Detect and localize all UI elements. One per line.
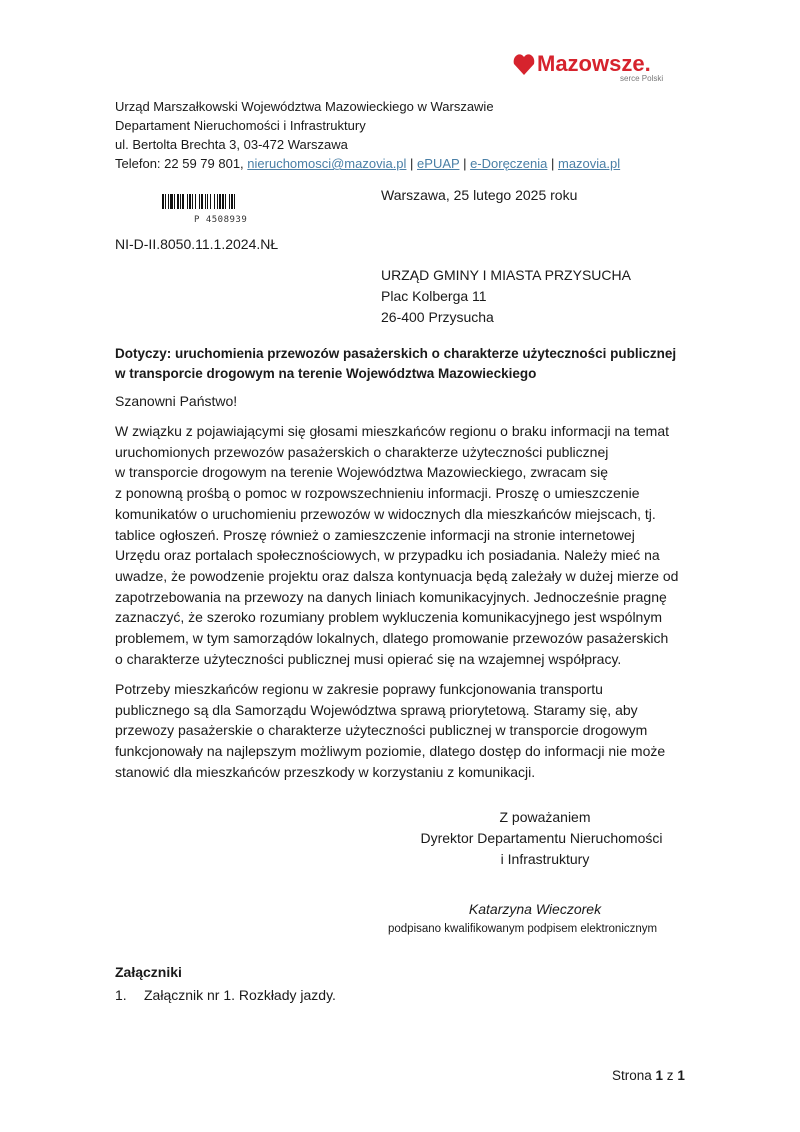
barcode-bar — [180, 194, 181, 209]
attachments-title: Załączniki — [115, 964, 182, 980]
barcode-bar — [177, 194, 179, 209]
paragraph-line: komunikatów o uruchomieniu przewozów w widocznych dla mieszkańców miejscach, tj. — [115, 505, 656, 522]
edoreczenia-link[interactable]: e-Doręczenia — [470, 156, 548, 171]
barcode-bar — [231, 194, 233, 209]
barcode-bar — [217, 194, 218, 209]
signer-title-cont: i Infrastruktury — [500, 851, 590, 867]
attachment-number: 1. — [115, 987, 127, 1003]
barcode-bar — [182, 194, 184, 209]
barcode-bar — [192, 194, 193, 209]
paragraph-line: tablice ogłoszeń. Proszę również o zamieszczenie informacji na stronie internetowej — [115, 526, 635, 543]
salutation: Szanowni Państwo! — [115, 393, 238, 409]
recipient-name: URZĄD GMINY I MIASTA PRZYSUCHA — [381, 267, 631, 283]
separator: | — [547, 156, 558, 171]
barcode-bar — [174, 194, 175, 209]
barcode-bar — [162, 194, 164, 209]
website-link[interactable]: mazovia.pl — [558, 156, 621, 171]
paragraph-line: zaznaczyć, że szeroko rozumiany problem wykluczenia komunikacyjnego jest wspólnym — [115, 609, 663, 626]
signer-title: Dyrektor Departamentu Nieruchomości — [420, 830, 663, 846]
paragraph-line: z ponowną prośbą o pomoc w rozpowszechnieniu informacji. Proszę o umieszczenie — [115, 485, 640, 502]
barcode-bar — [165, 194, 166, 209]
barcode-bar — [219, 194, 221, 209]
barcode-bar — [201, 194, 203, 209]
barcode-bar — [210, 194, 211, 209]
paragraph-line: Potrzeby mieszkańców regionu w zakresie poprawy funkcjonowania transportu — [115, 681, 603, 697]
barcode-bar — [189, 194, 191, 209]
paragraph-line: uruchomionych przewozów pasażerskich o charakterze użyteczności publicznej — [115, 443, 609, 460]
barcode — [162, 194, 292, 225]
barcode-bar — [199, 194, 200, 209]
barcode-bar — [195, 194, 196, 209]
sender-office: Urząd Marszałkowski Województwa Mazowieckiego w Warszawie — [115, 99, 494, 114]
e-signature-note: podpisano kwalifikowanym podpisem elektronicznym — [388, 923, 658, 935]
attachment-item[interactable] — [115, 987, 336, 1003]
page-prefix: Strona — [612, 1068, 656, 1083]
epuap-link[interactable]: ePUAP — [417, 156, 460, 171]
barcode-bar — [229, 194, 230, 209]
paragraph-line: publicznego są dla Samorządu Województwa sprawą priorytetową. Staramy się, aby — [115, 701, 638, 718]
attachment-label: Załącznik nr 1. Rozkłady jazdy. — [144, 987, 336, 1003]
paragraph-line: Urzędu oraz portalach społecznościowych, w przypadku ich posiadania. Należy mieć na — [115, 547, 660, 564]
paragraph-line: stanowić dla mieszkańców przeszkody w korzystaniu z komunikacji. — [115, 763, 536, 780]
document-date: Warszawa, 25 lutego 2025 roku — [381, 187, 578, 203]
paragraph-line: o charakterze użyteczności publicznej musi opierać się na wzajemnej współpracy. — [115, 650, 622, 667]
closing-greeting: Z poważaniem — [499, 809, 591, 825]
sender-contact-line — [115, 154, 620, 173]
mazowsze-logo — [510, 48, 690, 88]
recipient-street: Plac Kolberga 11 — [381, 288, 487, 304]
page-of: z — [663, 1068, 678, 1083]
subject — [115, 344, 685, 384]
paragraph-line: funkcjonowały na najlepszym możliwym poziomie, dlatego dostęp do informacji nie może — [115, 743, 666, 760]
paragraph-line: przewozy pasażerskie o charakterze użyteczności publicznej w transporcie drogowym — [115, 722, 648, 739]
sender-address: ul. Bertolta Brechta 3, 03-472 Warszawa — [115, 137, 348, 152]
barcode-bar — [222, 194, 224, 209]
subject-line: Dotyczy: uruchomienia przewozów pasażerskich o charakterze użyteczności publicznej — [115, 346, 677, 361]
barcode-bars — [162, 194, 292, 209]
separator: | — [406, 156, 418, 171]
sender-block — [115, 97, 620, 173]
barcode-bar — [168, 194, 169, 209]
barcode-bar — [170, 194, 173, 209]
paragraph-line: W związku z pojawiającymi się głosami mieszkańców regionu o braku informacji na temat — [115, 423, 669, 439]
barcode-bar — [234, 194, 235, 209]
reference-number: NI-D-II.8050.11.1.2024.NŁ — [115, 236, 279, 252]
recipient-block — [381, 265, 631, 328]
page-total: 1 — [677, 1068, 685, 1083]
barcode-number: P 4508939 — [194, 215, 248, 225]
barcode-bar — [225, 194, 226, 209]
body-paragraph-2 — [115, 679, 695, 783]
barcode-bar — [205, 194, 206, 209]
recipient-city: 26-400 Przysucha — [381, 309, 494, 325]
paragraph-line: zapotrzebowania na przewozy na danych liniach komunikacyjnych. Jednocześnie pragnę — [115, 588, 667, 605]
paragraph-line: problemem, w tym samorządów lokalnych, dlatego promowanie przewozów pasażerskich — [115, 630, 669, 647]
paragraph-line: w transporcie drogowym na terenie Województwa Mazowieckiego, zwracam się — [115, 464, 609, 481]
email-link[interactable]: nieruchomosci@mazovia.pl — [247, 156, 407, 171]
barcode-bar — [214, 194, 215, 209]
sender-department: Departament Nieruchomości i Infrastruktury — [115, 118, 366, 133]
signer-name: Katarzyna Wieczorek — [468, 901, 602, 917]
barcode-bar — [207, 194, 208, 209]
logo-tagline: serce Polski — [620, 74, 664, 83]
logo-wordmark: Mazowsze. — [537, 51, 651, 76]
closing-block — [390, 807, 700, 870]
separator: | — [459, 156, 471, 171]
subject-line: w transporcie drogowym na terenie Województwa Mazowieckiego — [115, 366, 537, 381]
body-paragraph-1 — [115, 421, 695, 669]
page-counter — [612, 1068, 685, 1083]
sender-phone: Telefon: 22 59 79 801, — [115, 156, 248, 171]
page-current: 1 — [655, 1068, 664, 1083]
paragraph-line: uwadze, że powodzenie projektu oraz dalsza kontynuacja będą zależały w dużej mierze od — [115, 567, 679, 584]
barcode-bar — [187, 194, 188, 209]
